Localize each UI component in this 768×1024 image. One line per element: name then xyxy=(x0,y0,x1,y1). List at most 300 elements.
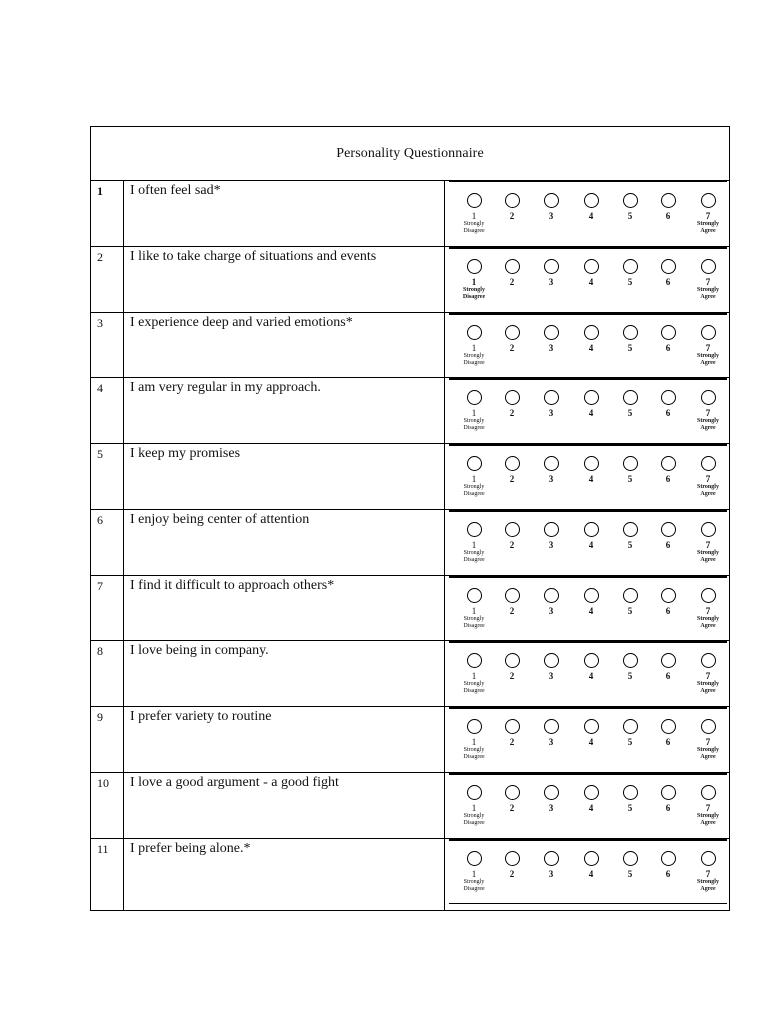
question-number: 9 xyxy=(91,707,124,772)
radio-circle-icon[interactable] xyxy=(584,653,599,668)
question-number: 5 xyxy=(91,444,124,509)
rating-number: 3 xyxy=(548,343,554,353)
radio-circle-icon[interactable] xyxy=(701,522,716,537)
radio-circle-icon[interactable] xyxy=(584,456,599,471)
rating-option-5[interactable] xyxy=(615,390,645,418)
disagree-anchor-label: Strongly xyxy=(463,353,485,359)
rating-number: 5 xyxy=(627,606,633,616)
rating-number: 3 xyxy=(548,606,554,616)
rating-scale xyxy=(449,773,727,838)
radio-circle-icon[interactable] xyxy=(701,193,716,208)
disagree-anchor-label: Strongly xyxy=(463,879,485,885)
scale-rule xyxy=(449,444,727,446)
rating-option-3[interactable] xyxy=(536,456,566,484)
rating-option-4[interactable] xyxy=(576,193,606,221)
radio-circle-icon[interactable] xyxy=(701,653,716,668)
rating-option-3[interactable] xyxy=(536,653,566,681)
disagree-anchor-label: Strongly xyxy=(463,747,485,753)
radio-circle-icon[interactable] xyxy=(544,390,559,405)
rating-option-3[interactable] xyxy=(536,588,566,616)
radio-circle-icon[interactable] xyxy=(544,785,559,800)
disagree-anchor-label: Disagree xyxy=(463,360,485,366)
radio-circle-icon[interactable] xyxy=(623,653,638,668)
rating-option-5[interactable] xyxy=(615,785,645,813)
rating-number: 2 xyxy=(509,803,515,813)
rating-option-2[interactable] xyxy=(497,325,527,353)
radio-circle-icon[interactable] xyxy=(505,193,520,208)
rating-number: 7 xyxy=(705,869,711,879)
rating-number: 5 xyxy=(627,211,633,221)
rating-number: 2 xyxy=(509,277,515,287)
rating-scale xyxy=(449,707,727,772)
radio-circle-icon[interactable] xyxy=(584,851,599,866)
rating-number: 5 xyxy=(627,408,633,418)
rating-number: 6 xyxy=(665,803,671,813)
rating-option-1[interactable] xyxy=(459,719,489,761)
rating-option-6[interactable] xyxy=(653,588,683,616)
rating-number: 6 xyxy=(665,869,671,879)
radio-circle-icon[interactable] xyxy=(544,719,559,734)
radio-circle-icon[interactable] xyxy=(584,390,599,405)
rating-number: 7 xyxy=(705,474,711,484)
radio-circle-icon[interactable] xyxy=(467,851,482,866)
agree-anchor-label: Agree xyxy=(700,688,716,694)
rating-option-3[interactable] xyxy=(536,719,566,747)
rating-number: 6 xyxy=(665,540,671,550)
radio-circle-icon[interactable] xyxy=(544,325,559,340)
rating-option-4[interactable] xyxy=(576,522,606,550)
rating-number: 3 xyxy=(548,211,554,221)
rating-option-4[interactable] xyxy=(576,719,606,747)
radio-circle-icon[interactable] xyxy=(584,719,599,734)
question-row xyxy=(91,576,729,641)
rating-number: 6 xyxy=(665,474,671,484)
rating-number: 4 xyxy=(588,671,594,681)
radio-circle-icon[interactable] xyxy=(623,193,638,208)
rating-number: 2 xyxy=(509,408,515,418)
scale-rule xyxy=(449,839,727,841)
title-row xyxy=(91,127,729,181)
radio-circle-icon[interactable] xyxy=(544,193,559,208)
radio-circle-icon[interactable] xyxy=(505,851,520,866)
rating-number: 4 xyxy=(588,606,594,616)
rating-scale xyxy=(449,313,727,377)
rating-option-5[interactable] xyxy=(615,653,645,681)
question-text: I prefer being alone.* xyxy=(124,839,445,911)
rating-number: 3 xyxy=(548,408,554,418)
rating-number: 7 xyxy=(705,343,711,353)
rating-option-3[interactable] xyxy=(536,193,566,221)
rating-number: 2 xyxy=(509,869,515,879)
agree-anchor-label: Strongly xyxy=(697,418,719,424)
rating-option-7[interactable] xyxy=(693,522,723,564)
agree-anchor-label: Agree xyxy=(700,228,716,234)
radio-circle-icon[interactable] xyxy=(701,851,716,866)
disagree-anchor-label: Disagree xyxy=(463,491,485,497)
rating-option-4[interactable] xyxy=(576,785,606,813)
radio-circle-icon[interactable] xyxy=(584,588,599,603)
rating-number: 6 xyxy=(665,408,671,418)
question-number: 4 xyxy=(91,378,124,443)
radio-circle-icon[interactable] xyxy=(661,325,676,340)
radio-circle-icon[interactable] xyxy=(584,259,599,274)
radio-circle-icon[interactable] xyxy=(544,588,559,603)
question-row xyxy=(91,313,729,378)
rating-number: 7 xyxy=(705,408,711,418)
radio-circle-icon[interactable] xyxy=(584,522,599,537)
radio-circle-icon[interactable] xyxy=(467,785,482,800)
rating-option-6[interactable] xyxy=(653,851,683,879)
disagree-anchor-label: Strongly xyxy=(463,813,485,819)
rating-option-3[interactable] xyxy=(536,325,566,353)
rating-option-2[interactable] xyxy=(497,653,527,681)
rating-number: 4 xyxy=(588,803,594,813)
rating-option-2[interactable] xyxy=(497,588,527,616)
rating-number: 2 xyxy=(509,474,515,484)
disagree-anchor-label: Disagree xyxy=(463,754,485,760)
scale-rule xyxy=(449,641,727,643)
rating-number: 1 xyxy=(471,606,477,616)
rating-number: 7 xyxy=(705,803,711,813)
rating-option-6[interactable] xyxy=(653,456,683,484)
radio-circle-icon[interactable] xyxy=(661,522,676,537)
disagree-anchor-label: Disagree xyxy=(462,294,486,300)
radio-circle-icon[interactable] xyxy=(505,456,520,471)
radio-circle-icon[interactable] xyxy=(467,259,482,274)
radio-circle-icon[interactable] xyxy=(544,259,559,274)
rating-option-4[interactable] xyxy=(576,456,606,484)
rating-number: 1 xyxy=(471,737,477,747)
rating-option-7[interactable] xyxy=(693,588,723,630)
radio-circle-icon[interactable] xyxy=(467,325,482,340)
rating-option-2[interactable] xyxy=(497,851,527,879)
rating-option-2[interactable] xyxy=(497,259,527,287)
disagree-anchor-label: Strongly xyxy=(463,484,485,490)
rating-number: 7 xyxy=(705,671,711,681)
rating-option-5[interactable] xyxy=(615,588,645,616)
radio-circle-icon[interactable] xyxy=(661,588,676,603)
radio-circle-icon[interactable] xyxy=(584,325,599,340)
rating-option-1[interactable] xyxy=(459,259,489,301)
rating-number: 2 xyxy=(509,671,515,681)
radio-circle-icon[interactable] xyxy=(661,851,676,866)
radio-circle-icon[interactable] xyxy=(584,193,599,208)
question-number: 11 xyxy=(91,839,124,911)
disagree-anchor-label: Strongly xyxy=(463,681,485,687)
rating-option-2[interactable] xyxy=(497,456,527,484)
rating-option-4[interactable] xyxy=(576,390,606,418)
scale-rule xyxy=(449,707,727,709)
question-row xyxy=(91,641,729,707)
rating-number: 6 xyxy=(665,211,671,221)
question-row xyxy=(91,378,729,444)
radio-circle-icon[interactable] xyxy=(701,259,716,274)
rating-number: 1 xyxy=(471,343,477,353)
question-number: 7 xyxy=(91,576,124,640)
rating-number: 1 xyxy=(471,211,477,221)
rating-scale xyxy=(449,576,727,640)
agree-anchor-label: Agree xyxy=(700,425,716,431)
question-row xyxy=(91,773,729,839)
rating-option-1[interactable] xyxy=(459,785,489,827)
agree-anchor-label: Agree xyxy=(700,820,716,826)
radio-circle-icon[interactable] xyxy=(623,456,638,471)
disagree-anchor-label: Disagree xyxy=(463,820,485,826)
question-number: 1 xyxy=(91,181,124,246)
radio-circle-icon[interactable] xyxy=(623,588,638,603)
rating-option-7[interactable] xyxy=(693,390,723,432)
rating-option-7[interactable] xyxy=(693,193,723,235)
radio-circle-icon[interactable] xyxy=(623,522,638,537)
rating-option-2[interactable] xyxy=(497,785,527,813)
scale-rule xyxy=(449,313,727,315)
rating-option-3[interactable] xyxy=(536,785,566,813)
radio-circle-icon[interactable] xyxy=(467,522,482,537)
rating-number: 5 xyxy=(627,803,633,813)
radio-circle-icon[interactable] xyxy=(661,193,676,208)
rating-option-4[interactable] xyxy=(576,259,606,287)
rating-number: 3 xyxy=(548,474,554,484)
rating-scale xyxy=(449,444,727,509)
agree-anchor-label: Agree xyxy=(700,623,716,629)
rating-option-3[interactable] xyxy=(536,522,566,550)
rating-scale xyxy=(449,378,727,443)
rating-option-2[interactable] xyxy=(497,193,527,221)
radio-circle-icon[interactable] xyxy=(701,785,716,800)
rating-option-7[interactable] xyxy=(693,456,723,498)
rating-number: 5 xyxy=(627,869,633,879)
rating-option-6[interactable] xyxy=(653,325,683,353)
radio-circle-icon[interactable] xyxy=(661,785,676,800)
radio-circle-icon[interactable] xyxy=(505,653,520,668)
question-number: 3 xyxy=(91,313,124,377)
radio-circle-icon[interactable] xyxy=(661,653,676,668)
radio-circle-icon[interactable] xyxy=(584,785,599,800)
question-text: I like to take charge of situations and events xyxy=(124,247,445,312)
radio-circle-icon[interactable] xyxy=(505,390,520,405)
agree-anchor-label: Strongly xyxy=(697,616,719,622)
radio-circle-icon[interactable] xyxy=(467,390,482,405)
question-text: I am very regular in my approach. xyxy=(124,378,445,443)
rating-option-5[interactable] xyxy=(615,522,645,550)
scale-bottom-rule xyxy=(449,903,727,904)
agree-anchor-label: Strongly xyxy=(697,681,719,687)
radio-circle-icon[interactable] xyxy=(701,325,716,340)
agree-anchor-label: Strongly xyxy=(697,813,719,819)
agree-anchor-label: Strongly xyxy=(697,287,719,293)
radio-circle-icon[interactable] xyxy=(661,390,676,405)
question-row xyxy=(91,181,729,247)
rating-number: 7 xyxy=(705,737,711,747)
rating-option-4[interactable] xyxy=(576,588,606,616)
rating-option-6[interactable] xyxy=(653,522,683,550)
agree-anchor-label: Strongly xyxy=(697,353,719,359)
rating-option-2[interactable] xyxy=(497,522,527,550)
rating-number: 3 xyxy=(548,671,554,681)
rating-option-6[interactable] xyxy=(653,259,683,287)
rating-option-1[interactable] xyxy=(459,653,489,695)
rating-number: 2 xyxy=(509,737,515,747)
rating-option-1[interactable] xyxy=(459,456,489,498)
radio-circle-icon[interactable] xyxy=(701,390,716,405)
rating-number: 4 xyxy=(588,277,594,287)
question-row xyxy=(91,444,729,510)
radio-circle-icon[interactable] xyxy=(544,522,559,537)
questionnaire-table xyxy=(90,126,730,911)
rating-option-5[interactable] xyxy=(615,325,645,353)
disagree-anchor-label: Strongly xyxy=(463,287,485,293)
rating-number: 7 xyxy=(705,540,711,550)
rating-option-5[interactable] xyxy=(615,193,645,221)
radio-circle-icon[interactable] xyxy=(505,588,520,603)
rating-number: 7 xyxy=(705,277,711,287)
question-row xyxy=(91,839,729,911)
rating-option-4[interactable] xyxy=(576,851,606,879)
question-text: I prefer variety to routine xyxy=(124,707,445,772)
radio-circle-icon[interactable] xyxy=(623,851,638,866)
disagree-anchor-label: Strongly xyxy=(463,550,485,556)
rating-number: 1 xyxy=(471,869,477,879)
rating-option-6[interactable] xyxy=(653,193,683,221)
rating-option-5[interactable] xyxy=(615,851,645,879)
rating-option-3[interactable] xyxy=(536,259,566,287)
rating-option-1[interactable] xyxy=(459,193,489,235)
radio-circle-icon[interactable] xyxy=(544,851,559,866)
disagree-anchor-label: Disagree xyxy=(463,688,485,694)
rating-option-5[interactable] xyxy=(615,259,645,287)
rating-option-5[interactable] xyxy=(615,719,645,747)
radio-circle-icon[interactable] xyxy=(467,719,482,734)
rating-number: 7 xyxy=(705,606,711,616)
rating-option-4[interactable] xyxy=(576,653,606,681)
rating-option-7[interactable] xyxy=(693,325,723,367)
scale-rule xyxy=(449,510,727,512)
radio-circle-icon[interactable] xyxy=(661,719,676,734)
question-text: I love a good argument - a good fight xyxy=(124,773,445,838)
scale-rule xyxy=(449,247,727,249)
rating-option-1[interactable] xyxy=(459,390,489,432)
rating-option-5[interactable] xyxy=(615,456,645,484)
question-text: I love being in company. xyxy=(124,641,445,706)
rating-scale xyxy=(449,510,727,575)
rating-number: 4 xyxy=(588,540,594,550)
disagree-anchor-label: Disagree xyxy=(463,228,485,234)
rating-number: 6 xyxy=(665,737,671,747)
rating-number: 1 xyxy=(471,540,477,550)
radio-circle-icon[interactable] xyxy=(623,325,638,340)
radio-circle-icon[interactable] xyxy=(623,259,638,274)
radio-circle-icon[interactable] xyxy=(467,193,482,208)
rating-number: 6 xyxy=(665,277,671,287)
question-text: I experience deep and varied emotions* xyxy=(124,313,445,377)
radio-circle-icon[interactable] xyxy=(505,259,520,274)
agree-anchor-label: Agree xyxy=(700,491,716,497)
rating-number: 1 xyxy=(471,803,477,813)
rating-number: 2 xyxy=(509,606,515,616)
rating-number: 4 xyxy=(588,343,594,353)
radio-circle-icon[interactable] xyxy=(467,653,482,668)
radio-circle-icon[interactable] xyxy=(505,719,520,734)
radio-circle-icon[interactable] xyxy=(623,719,638,734)
rating-number: 5 xyxy=(627,343,633,353)
radio-circle-icon[interactable] xyxy=(505,522,520,537)
rating-option-1[interactable] xyxy=(459,588,489,630)
rating-number: 3 xyxy=(548,803,554,813)
disagree-anchor-label: Strongly xyxy=(463,616,485,622)
rating-number: 6 xyxy=(665,606,671,616)
radio-circle-icon[interactable] xyxy=(701,719,716,734)
rating-option-7[interactable] xyxy=(693,719,723,761)
rating-number: 5 xyxy=(627,277,633,287)
radio-circle-icon[interactable] xyxy=(623,390,638,405)
radio-circle-icon[interactable] xyxy=(701,456,716,471)
rating-number: 5 xyxy=(627,474,633,484)
rating-scale xyxy=(449,247,727,312)
radio-circle-icon[interactable] xyxy=(467,588,482,603)
rating-option-7[interactable] xyxy=(693,259,723,301)
radio-circle-icon[interactable] xyxy=(661,259,676,274)
scale-rule xyxy=(449,181,727,182)
rating-option-3[interactable] xyxy=(536,390,566,418)
rating-option-1[interactable] xyxy=(459,522,489,564)
scale-rule xyxy=(449,773,727,775)
agree-anchor-label: Strongly xyxy=(697,550,719,556)
disagree-anchor-label: Disagree xyxy=(463,425,485,431)
rating-option-7[interactable] xyxy=(693,851,723,893)
rating-number: 1 xyxy=(471,408,477,418)
rating-number: 5 xyxy=(627,737,633,747)
rating-option-7[interactable] xyxy=(693,785,723,827)
rating-option-6[interactable] xyxy=(653,785,683,813)
radio-circle-icon[interactable] xyxy=(505,325,520,340)
rating-number: 5 xyxy=(627,671,633,681)
rating-number: 1 xyxy=(471,671,477,681)
agree-anchor-label: Strongly xyxy=(697,747,719,753)
question-text: I keep my promises xyxy=(124,444,445,509)
rating-option-3[interactable] xyxy=(536,851,566,879)
rating-option-2[interactable] xyxy=(497,390,527,418)
question-number: 8 xyxy=(91,641,124,706)
question-row xyxy=(91,247,729,313)
radio-circle-icon[interactable] xyxy=(661,456,676,471)
agree-anchor-label: Agree xyxy=(700,557,716,563)
rating-number: 6 xyxy=(665,343,671,353)
agree-anchor-label: Agree xyxy=(700,294,716,300)
disagree-anchor-label: Strongly xyxy=(463,418,485,424)
radio-circle-icon[interactable] xyxy=(701,588,716,603)
rating-scale xyxy=(449,641,727,706)
agree-anchor-label: Agree xyxy=(700,360,716,366)
rating-option-4[interactable] xyxy=(576,325,606,353)
rating-number: 7 xyxy=(705,211,711,221)
rating-option-2[interactable] xyxy=(497,719,527,747)
rating-number: 3 xyxy=(548,540,554,550)
rating-option-7[interactable] xyxy=(693,653,723,695)
rating-option-6[interactable] xyxy=(653,719,683,747)
radio-circle-icon[interactable] xyxy=(544,456,559,471)
radio-circle-icon[interactable] xyxy=(544,653,559,668)
rating-option-1[interactable] xyxy=(459,851,489,893)
radio-circle-icon[interactable] xyxy=(467,456,482,471)
rating-option-6[interactable] xyxy=(653,653,683,681)
question-row xyxy=(91,510,729,576)
radio-circle-icon[interactable] xyxy=(505,785,520,800)
question-row xyxy=(91,707,729,773)
rating-option-1[interactable] xyxy=(459,325,489,367)
radio-circle-icon[interactable] xyxy=(623,785,638,800)
rating-option-6[interactable] xyxy=(653,390,683,418)
page-title: Personality Questionnaire xyxy=(336,145,484,161)
